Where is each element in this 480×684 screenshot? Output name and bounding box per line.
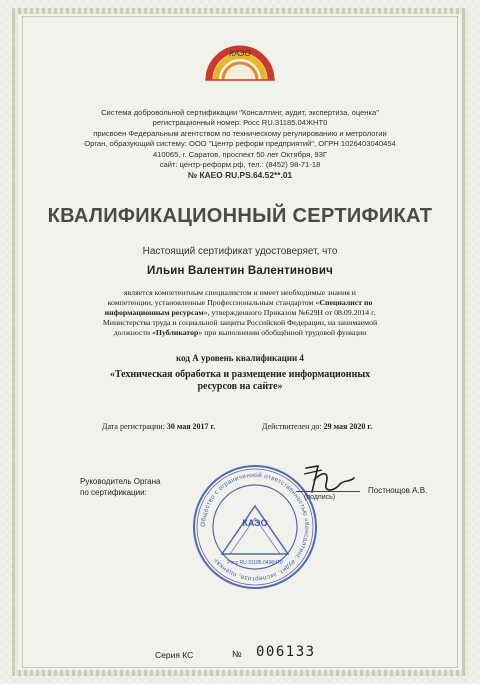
signature-caption: (подпись) <box>304 494 336 501</box>
body-line: Министерства труда и социальной защиты Российской Федерации, на занимаемой <box>102 318 378 327</box>
signer-role: Руководитель Органа по сертификации: <box>80 477 161 497</box>
valid-until-date: Действителен до: 29 мая 2020 г. <box>262 422 373 431</box>
body-line: является компетентным специалистом и имеет необходимые знания и <box>124 288 356 297</box>
org-line: Система добровольной сертификации "Консалтинг, аудит, экспертиза, оценка" <box>101 108 379 117</box>
org-line: регистрационный номер: Росс RU.31185.04ЖНТ0 <box>152 118 328 128</box>
certificate-subtitle: Настоящий сертификат удостоверяет, что <box>142 246 338 257</box>
registration-date: Дата регистрации: 30 мая 2017 г. <box>102 422 216 431</box>
org-line: Орган, образующий систему: ООО "Центр реформ предприятий", ОГРН 1026403040454 <box>84 139 396 149</box>
org-line: 410065, г. Саратов, проспект 50 лет Октября, 93Г <box>152 149 328 159</box>
registration-number: № КАЕО RU.PS.64.52**.01 <box>187 170 293 181</box>
org-line: сайт: центр-реформ.рф, тел.: (8452) 98-71-18 <box>159 160 321 170</box>
number-label: № <box>232 649 242 659</box>
qualification-code: код А уровень квалификации 4 <box>176 353 304 363</box>
labor-function: «Техническая обработка и размещение информационных ресурсов на сайте» <box>109 369 371 392</box>
signer-name: Постнощов А.В. <box>368 486 428 495</box>
certificate-number: 006133 <box>256 644 316 660</box>
body-line: должности «Публикатор» при выполнении обобщённой трудовой функции <box>113 328 367 337</box>
seal-bottom-text: Росс RU.31185.04ЖНТ0 <box>227 560 283 566</box>
org-info <box>40 108 440 181</box>
seal-center-text: КАЭО <box>242 518 268 528</box>
series-label: Серия КС <box>155 650 194 660</box>
svg-text:Общество с ограниченной ответс: Общество с ограниченной ответственностью «Консалтинг, аудит, экспертиза, оценка» <box>199 471 311 583</box>
logo-text: КАЭО <box>229 49 251 58</box>
certificate-title: КВАЛИФИКАЦИОННЫЙ СЕРТИФИКАТ <box>47 205 433 227</box>
org-line: присвоен Федеральным агентством по техническому регулированию и метрологии <box>93 128 387 138</box>
body-line: информационным ресурсам», утвержденного Приказом №629Н от 08.09.2014 г. <box>104 308 376 317</box>
certificate-body <box>60 288 420 338</box>
holder-name: Ильин Валентин Валентинович <box>147 265 333 277</box>
signature-line <box>296 491 360 492</box>
kaeo-logo-icon <box>201 20 279 82</box>
body-line: компетенции, установленные Профессиональным стандартом «Специалист по <box>107 298 373 307</box>
